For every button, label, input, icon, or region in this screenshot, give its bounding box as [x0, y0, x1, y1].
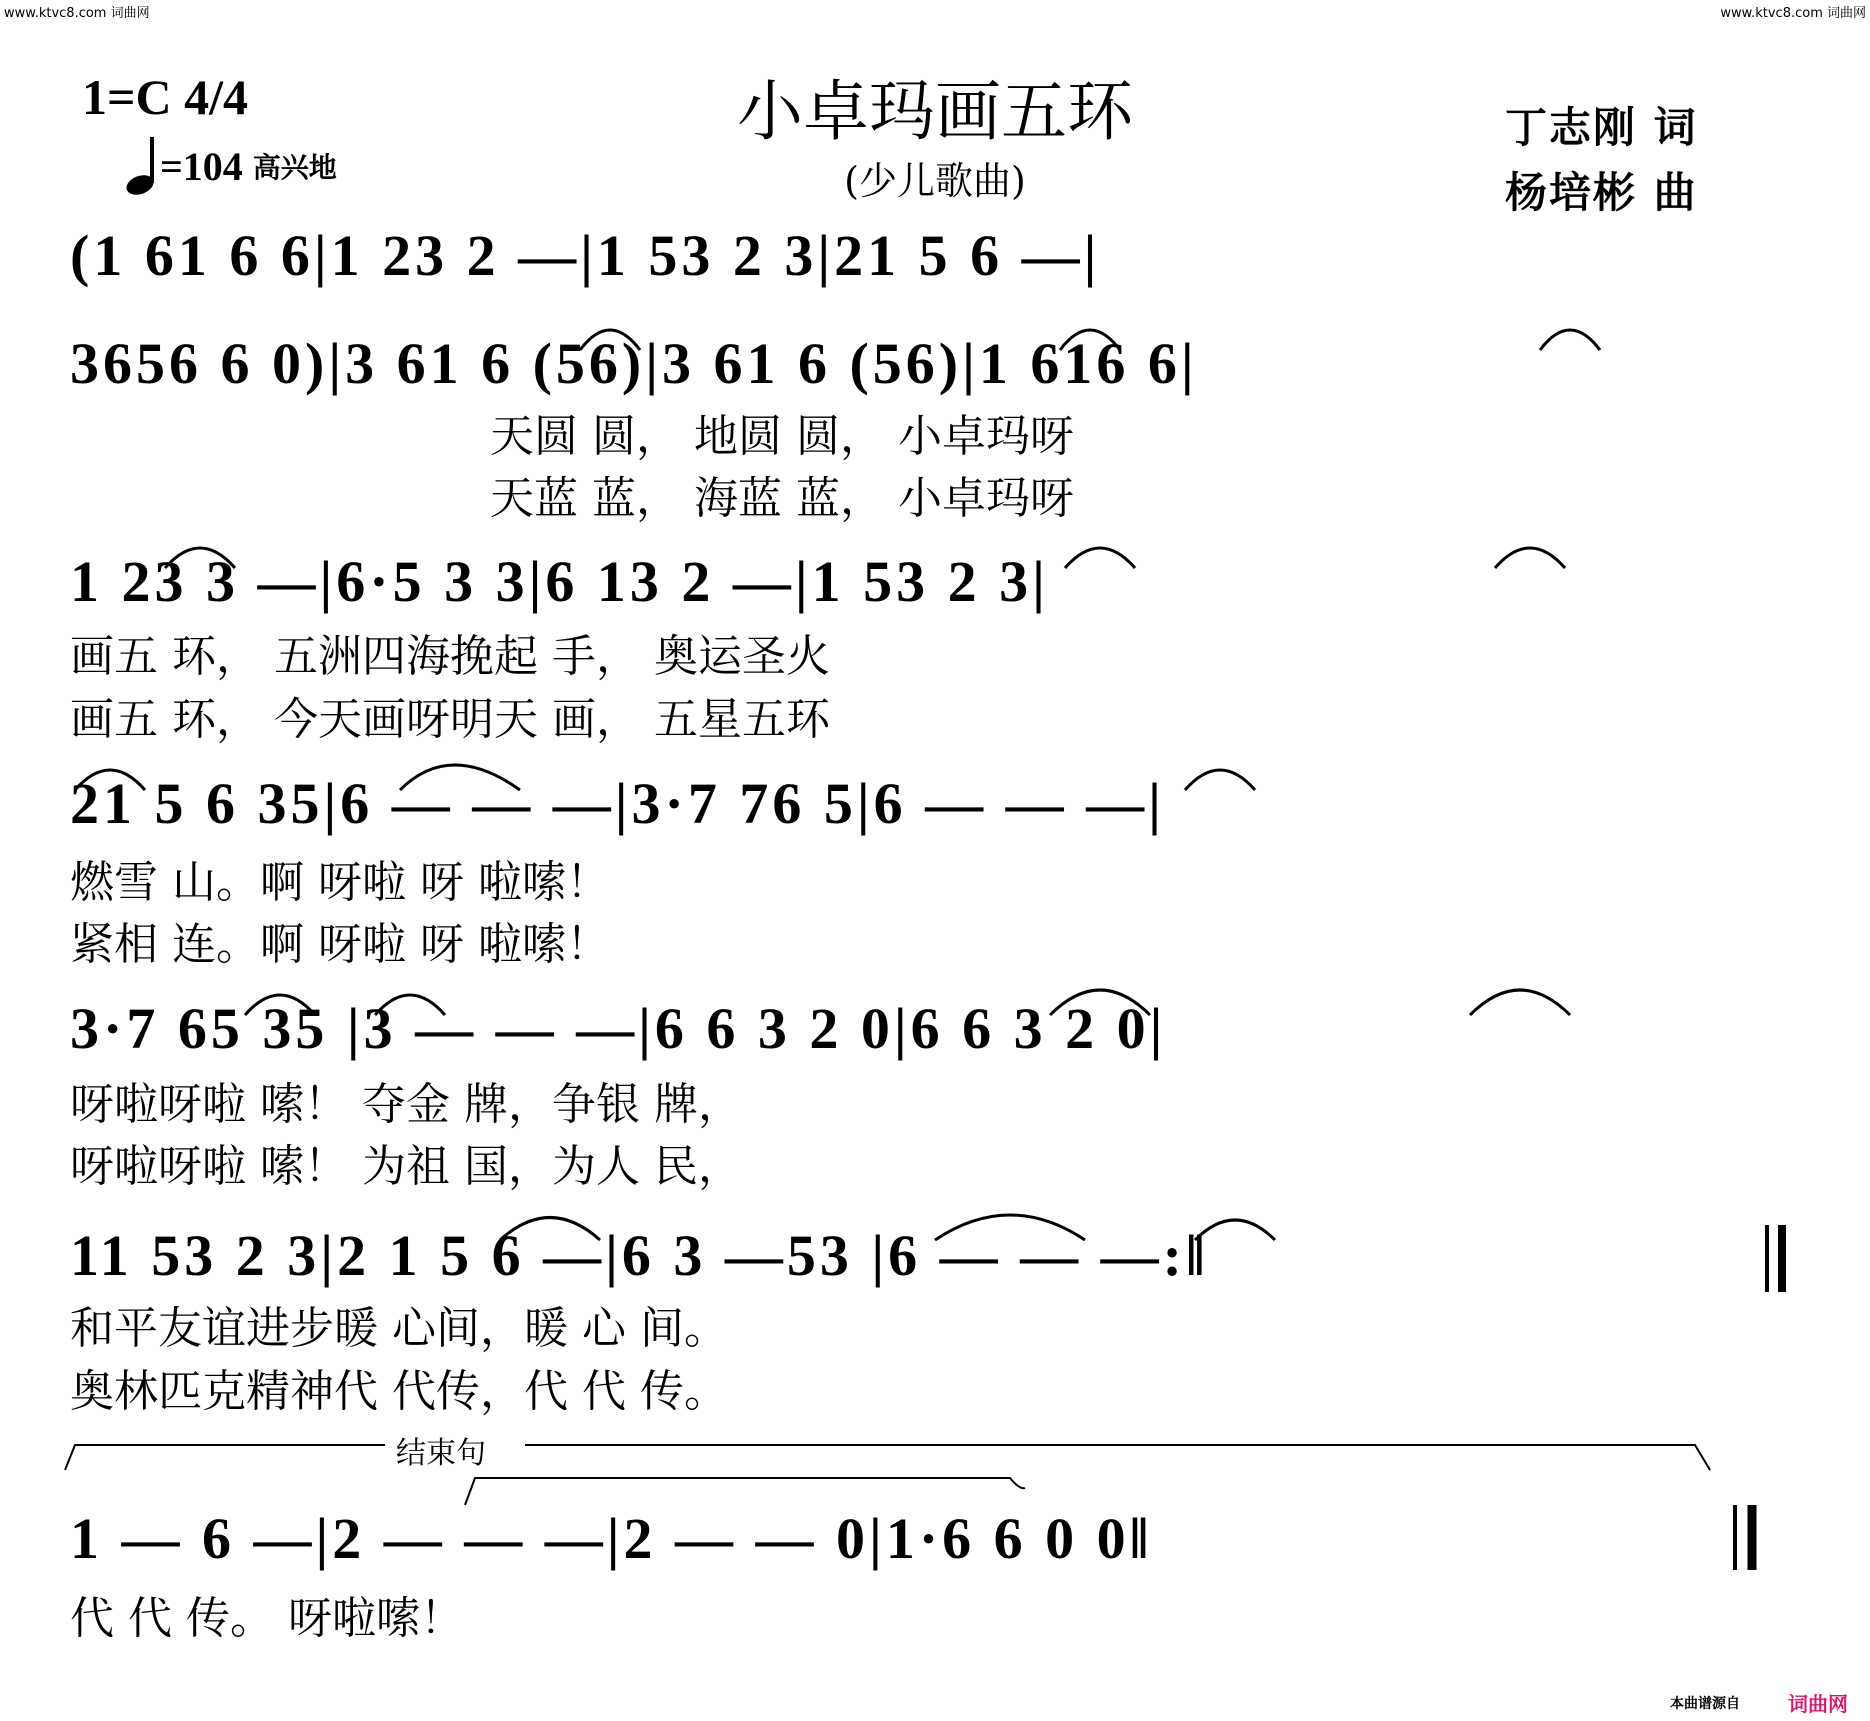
lyricist-credit: 丁志刚 词 — [1505, 103, 1698, 152]
ending-lyrics: 代 代 传。 呀啦嗦！ — [70, 1593, 464, 1644]
song-title: 小卓玛画五环 — [737, 73, 1133, 150]
watermark-top-right: www.ktvc8.com 词曲网 — [1720, 6, 1866, 21]
slur-mark — [935, 1215, 1085, 1240]
score-line-5-lyrics-verse-2: 呀啦呀啦 嗦！ 为祖 国，为人 民， — [70, 1141, 742, 1192]
slur-mark — [1065, 548, 1135, 568]
tempo-expression: 高兴地 — [252, 151, 337, 184]
watermark-top-left: www.ktvc8.com 词曲网 — [4, 6, 150, 21]
source-note: 本曲谱源自 — [1670, 1696, 1740, 1712]
score-line-3-notes: 1 23 3 —|6·5 3 3|6 13 2 —|1 53 2 3| — [70, 549, 1049, 614]
tempo-value: =104 — [160, 143, 243, 189]
composer-credit: 杨培彬 曲 — [1505, 168, 1698, 217]
score-line-6-lyrics-verse-2: 奥林匹克精神代 代传，代 代 传。 — [70, 1366, 728, 1417]
slur-mark — [1185, 770, 1255, 790]
slur-mark — [1050, 990, 1150, 1015]
song-subtitle: (少儿歌曲) — [844, 159, 1026, 203]
ending-section-label: 结束句 — [396, 1436, 486, 1471]
slur-mark — [375, 995, 445, 1015]
slur-mark — [1495, 548, 1565, 568]
slur-mark — [245, 995, 315, 1015]
score-line-2-lyrics-verse-1: 天圆 圆， 地圆 圆， 小卓玛呀 — [490, 411, 1074, 462]
score-line-1-notes: (1 61 6 6|1 23 2 —|1 53 2 3|21 5 6 —| — [70, 223, 1101, 288]
source-logo: 词曲网 — [1788, 1692, 1848, 1716]
score-line-4-lyrics-verse-1: 燃雪 山。啊 呀啦 呀 啦嗦！ — [70, 857, 610, 908]
ending-bracket-left — [65, 1445, 385, 1470]
slur-mark — [165, 548, 235, 568]
score-line-3-lyrics-verse-1: 画五 环， 五洲四海挽起 手， 奥运圣火 — [70, 631, 830, 682]
slur-mark — [500, 1218, 600, 1241]
slur-mark — [400, 765, 520, 790]
score-line-4-lyrics-verse-2: 紧相 连。啊 呀啦 呀 啦嗦！ — [70, 919, 610, 970]
slur-mark — [1195, 1220, 1275, 1240]
ending-notes: 1 — 6 —|2 — — —|2 — — 0|1·6 6 0 0‖ — [70, 1506, 1153, 1571]
slur-mark — [75, 770, 145, 790]
ending-tie — [465, 1478, 1025, 1505]
key-signature: 1=C 4/4 — [82, 69, 248, 125]
score-line-3-lyrics-verse-2: 画五 环， 今天画呀明天 画， 五星五环 — [70, 694, 830, 745]
slur-mark — [1540, 330, 1600, 350]
slur-mark — [1470, 990, 1570, 1015]
score-line-6-notes: 11 53 2 3|2 1 5 6 —|6 3 —53 |6 — — —:‖ — [70, 1223, 1209, 1288]
score-line-5-notes: 3·7 65 35 |3 — — —|6 6 3 2 0|6 6 3 2 0| — [70, 996, 1167, 1061]
score-line-2-lyrics-verse-2: 天蓝 蓝， 海蓝 蓝， 小卓玛呀 — [490, 473, 1074, 524]
slur-mark — [580, 330, 640, 350]
score-line-5-lyrics-verse-1: 呀啦呀啦 嗦！ 夺金 牌，争银 牌， — [70, 1079, 742, 1130]
slur-mark — [1060, 330, 1120, 350]
ending-bracket-right — [525, 1445, 1710, 1470]
score-line-4-notes: 21 5 6 35|6 — — —|3·7 76 5|6 — — —| — [70, 771, 1165, 836]
score-line-2-notes: 3656 6 0)|3 61 6 (56)|3 61 6 (56)|1 616 6| — [70, 331, 1198, 396]
score-line-6-lyrics-verse-1: 和平友谊进步暖 心间，暖 心 间。 — [70, 1303, 728, 1354]
